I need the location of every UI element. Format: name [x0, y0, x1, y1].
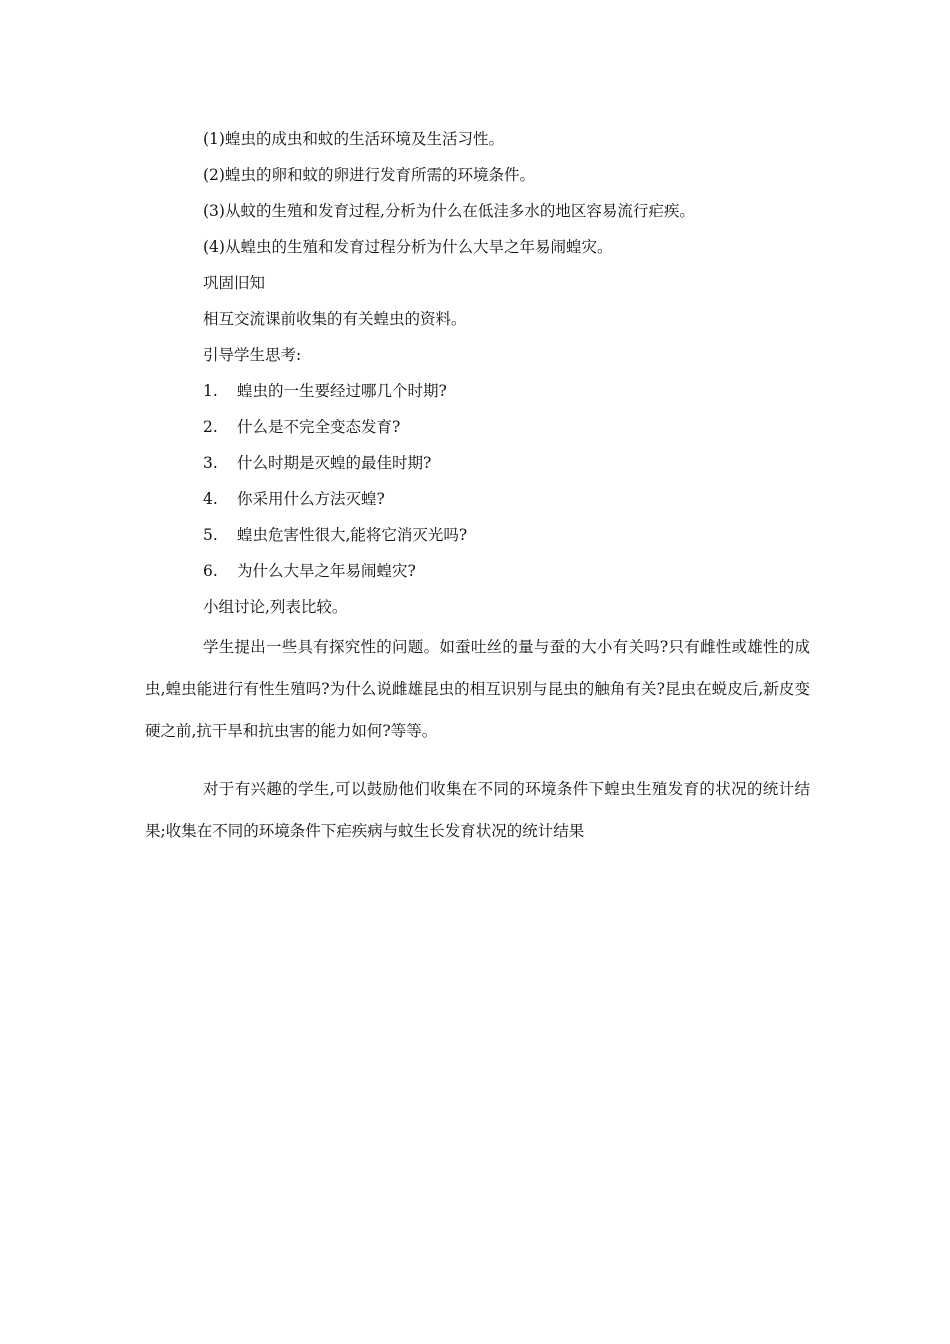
guide-text: 引导学生思考: [203, 346, 302, 364]
think-item-number: 1. [203, 382, 218, 400]
think-item-text: 什么时期是灭蝗的最佳时期? [237, 454, 432, 472]
think-item-number: 3. [203, 454, 218, 472]
think-item-4 [145, 481, 810, 517]
think-item-number: 5. [203, 526, 218, 544]
document-body [145, 121, 810, 867]
think-item-number: 2. [203, 418, 218, 436]
paragraph-inquiry-questions: 学生提出一些具有探究性的问题。如蚕吐丝的量与蚕的大小有关吗?只有雌性或雄性的成虫,蝗虫能进行有性生殖吗?为什么说雌雄昆虫的相互识别与昆虫的触角有关?昆虫在蜕皮后,新皮变硬之前,抗干旱和抗虫害的能力如何?等等。 [145, 638, 810, 740]
think-item-text: 蝗虫的一生要经过哪几个时期? [237, 382, 447, 400]
question-3: (3)从蚊的生殖和发育过程,分析为什么在低洼多水的地区容易流行疟疾。 [203, 202, 695, 220]
exchange-text: 相互交流课前收集的有关蝗虫的资料。 [203, 310, 467, 328]
question-2: (2)蝗虫的卵和蚊的卵进行发育所需的环境条件。 [203, 166, 535, 184]
think-item-text: 你采用什么方法灭蝗? [237, 490, 385, 508]
think-item-3 [145, 445, 810, 481]
question-4: (4)从蝗虫的生殖和发育过程分析为什么大旱之年易闹蝗灾。 [203, 238, 613, 256]
think-item-number: 6. [203, 562, 218, 580]
think-item-text: 蝗虫危害性很大,能将它消灭光吗? [237, 526, 468, 544]
think-item-1 [145, 373, 810, 409]
think-item-text: 为什么大旱之年易闹蝗灾? [237, 562, 416, 580]
paragraph-interested-students: 对于有兴趣的学生,可以鼓励他们收集在不同的环境条件下蝗虫生殖发育的状况的统计结果;收集在不同的环境条件下疟疾病与蚊生长发育状况的统计结果 [145, 779, 810, 840]
think-item-6 [145, 553, 810, 589]
question-1: (1)蝗虫的成虫和蚊的生活环境及生活习性。 [203, 130, 504, 148]
think-item-2 [145, 409, 810, 445]
group-discussion-text: 小组讨论,列表比较。 [203, 598, 348, 616]
think-item-text: 什么是不完全变态发育? [237, 418, 401, 436]
think-item-number: 4. [203, 490, 218, 508]
review-heading: 巩固旧知 [203, 274, 266, 292]
think-item-5 [145, 517, 810, 553]
